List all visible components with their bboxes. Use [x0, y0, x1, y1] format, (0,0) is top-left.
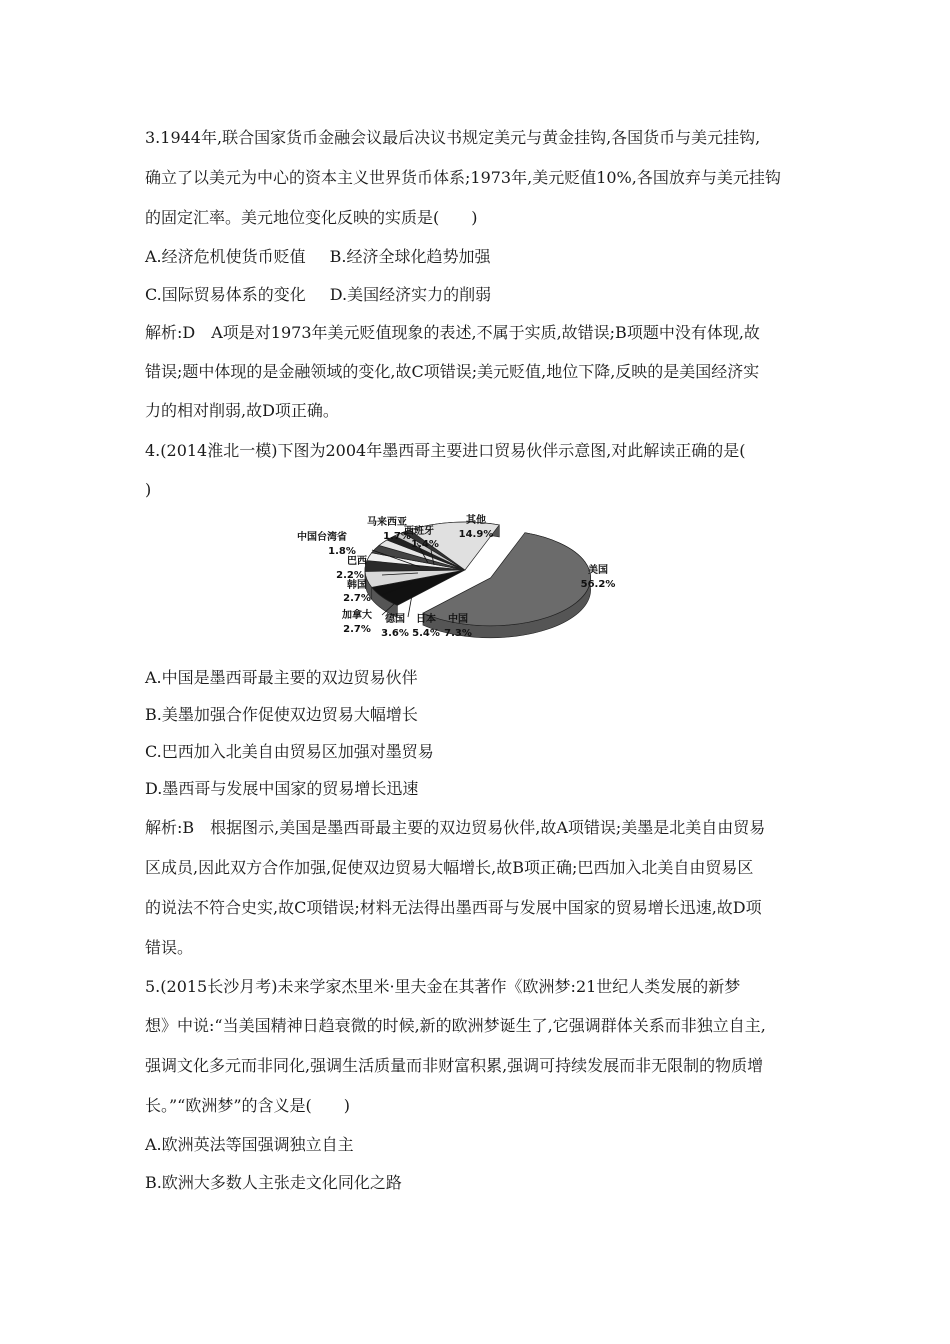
pie-label-name-5: 韩国	[347, 580, 367, 591]
q4-stem-line1: 4.(2014淮北一模)下图为2004年墨西哥主要进口贸易伙伴示意图,对此解读正确的是(	[145, 441, 746, 460]
pie-label-name-4: 加拿大	[342, 610, 372, 621]
pie-label-name-6: 巴西	[347, 556, 367, 567]
q3-answer-line3: 力的相对削弱,故D项正确。	[145, 401, 339, 420]
q3-option-a: A.经济危机使货币贬值	[145, 247, 306, 266]
q4-answer-line2: 区成员,因此双方合作加强,促使双边贸易大幅增长,故B项正确;巴西加入北美自由贸易区	[145, 858, 754, 877]
pie-label-value-9: 1.4%	[411, 539, 439, 550]
q5-option-a: A.欧洲英法等国强调独立自主	[145, 1135, 354, 1154]
q3-stem-line2: 确立了以美元为中心的资本主义世界货币体系;1973年,美元贬值10%,各国放弃与美元挂钩	[145, 168, 781, 187]
q4-option-b: B.美墨加强合作促使双边贸易大幅增长	[145, 705, 418, 724]
q3-answer-line2: 错误;题中体现的是金融领域的变化,故C项错误;美元贬值,地位下降,反映的是美国经济实	[145, 362, 760, 381]
pie-label-value-10: 14.9%	[458, 529, 494, 540]
q3-option-c: C.国际贸易体系的变化	[145, 285, 306, 304]
pie-label-value-2: 5.4%	[412, 628, 440, 639]
pie-label-value-1: 7.3%	[444, 628, 472, 639]
pie-label-name-3: 德国	[385, 614, 405, 625]
pie-label-value-5: 2.7%	[343, 593, 371, 604]
q3-stem-line3: 的固定汇率。美元地位变化反映的实质是( )	[145, 208, 478, 227]
mexico-import-pie-chart	[297, 495, 650, 655]
q5-stem-line4: 长。”“欧洲梦”的含义是( )	[145, 1096, 351, 1115]
pie-chart-svg	[297, 495, 650, 655]
q3-answer-line1: 解析:D A项是对1973年美元贬值现象的表述,不属于实质,故错误;B项题中没有体现,故	[145, 323, 760, 342]
pie-label-name-2: 日本	[416, 614, 436, 625]
pie-label-name-0: 美国	[588, 565, 608, 576]
pie-label-value-7: 1.8%	[328, 546, 356, 557]
q4-answer-line3: 的说法不符合史实,故C项错误;材料无法得出墨西哥与发展中国家的贸易增长迅速,故D项	[145, 898, 762, 917]
q4-option-a: A.中国是墨西哥最主要的双边贸易伙伴	[145, 668, 418, 687]
q4-option-d: D.墨西哥与发展中国家的贸易增长迅速	[145, 779, 419, 798]
q5-stem-line2: 想》中说:“当美国精神日趋衰微的时候,新的欧洲梦诞生了,它强调群体关系而非独立自主,	[145, 1016, 766, 1035]
q5-option-b: B.欧洲大多数人主张走文化同化之路	[145, 1173, 402, 1192]
q3-option-b: B.经济全球化趋势加强	[329, 247, 491, 266]
pie-label-value-8: 1.7%	[383, 531, 411, 542]
pie-label-name-8: 马来西亚	[367, 517, 407, 528]
q3-options-cd	[145, 284, 810, 306]
q4-option-c: C.巴西加入北美自由贸易区加强对墨贸易	[145, 742, 434, 761]
pie-label-value-0: 56.2%	[580, 579, 616, 590]
pie-label-value-4: 2.7%	[343, 624, 371, 635]
pie-label-name-10: 其他	[466, 515, 486, 526]
q4-answer-line1: 解析:B 根据图示,美国是墨西哥最主要的双边贸易伙伴,故A项错误;美墨是北美自由贸易	[145, 818, 766, 837]
q3-stem-line1: 3.1944年,联合国家货币金融会议最后决议书规定美元与黄金挂钩,各国货币与美元挂钩,	[145, 128, 761, 147]
q5-stem-line1: 5.(2015长沙月考)未来学家杰里米·里夫金在其著作《欧洲梦:21世纪人类发展的新梦	[145, 977, 741, 996]
pie-label-name-9: 西班牙	[404, 526, 434, 537]
pie-label-value-6: 2.2%	[336, 570, 364, 581]
q3-options-ab	[145, 246, 810, 268]
pie-label-name-1: 中国	[448, 614, 468, 625]
q4-answer-line4: 错误。	[145, 938, 194, 957]
pie-label-value-3: 3.6%	[381, 628, 409, 639]
q3-option-d: D.美国经济实力的削弱	[329, 285, 492, 304]
pie-label-name-7: 中国台湾省	[297, 532, 347, 543]
q4-stem-line2: )	[145, 480, 152, 499]
q5-stem-line3: 强调文化多元而非同化,强调生活质量而非财富积累,强调可持续发展而非无限制的物质增	[145, 1056, 764, 1075]
